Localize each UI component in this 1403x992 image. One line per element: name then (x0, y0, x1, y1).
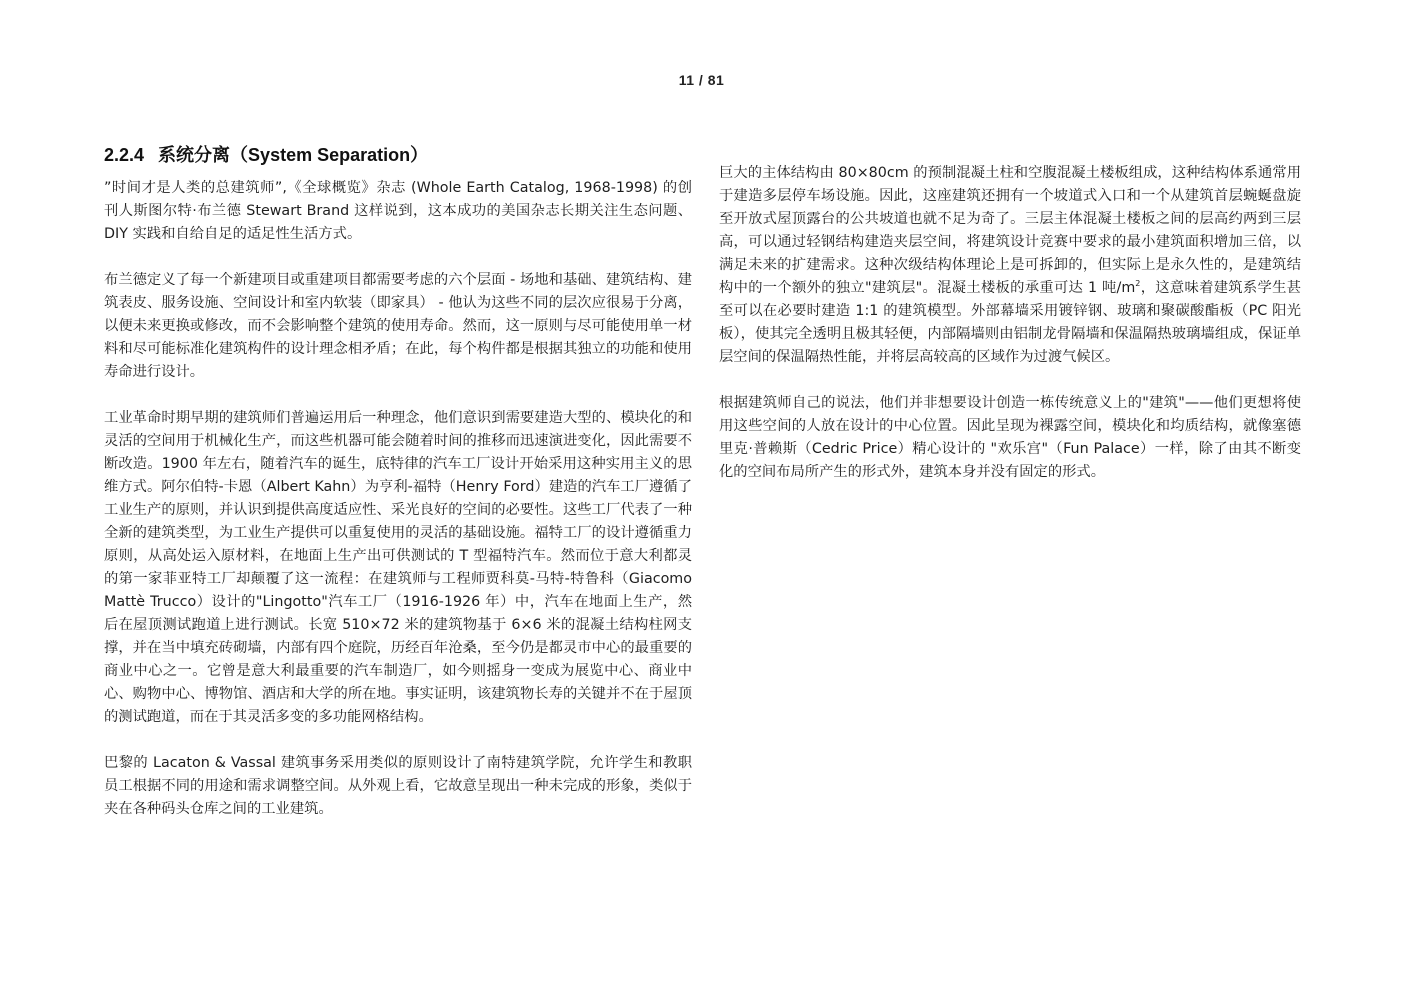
section-number: 2.2.4 (104, 145, 145, 165)
section-title: 系统分离（System Separation） (158, 145, 429, 165)
left-column (104, 140, 692, 844)
section-heading (104, 143, 692, 167)
paragraph-lacaton-vassal: 巴黎的 Lacaton & Vassal 建筑事务采用类似的原则设计了南特建筑学院，允许学生和教职员工根据不同的用途和需求调整空间。从外观上看，它故意呈现出一种未完成的形象，类似于夹在各种码头仓库之间的工业建筑。 (104, 755, 692, 817)
page-number: 11 / 81 (678, 72, 725, 88)
structure-text-part2: ，这意味着建筑系学生甚至可以在必要时建造 1:1 的建筑模型。外部幕墙采用镀锌钢、玻璃和聚碳酸酯板（PC 阳光板），使其完全透明且极其轻便，内部隔墙则由铝制龙骨隔墙和保温隔热玻璃墙组成，保证单层空间的保温隔热性能，并将层高较高的区域作为过渡气候区。 (719, 280, 1301, 365)
paragraph-stewart-brand: ”时间才是人类的总建筑师”,《全球概览》杂志 (Whole Earth Catalog, 1968-1998) 的创刊人斯图尔特·布兰德 Stewart Brand 这样说到，这本成功的美国杂志长期关注生态问题、DIY 实践和自给自足的适足性生活方式。 (104, 180, 692, 242)
right-column (719, 162, 1301, 507)
paragraph-six-layers: 布兰德定义了每一个新建项目或重建项目都需要考虑的六个层面 - 场地和基础、建筑结构、建筑表皮、服务设施、空间设计和室内软装（即家具） - 他认为这些不同的层次应很易于分离，以便未来更换或修改，而不会影响整个建筑的使用寿命。然而，这一原则与尽可能使用单一材料和尽可能标准化建筑构件的设计理念相矛盾；在此，每个构件都是根据其独立的功能和使用寿命进行设计。 (104, 272, 692, 380)
superscript-squared: 2 (1135, 279, 1141, 289)
paragraph-main-structure (719, 162, 1301, 369)
paragraph-industrial-factories: 工业革命时期早期的建筑师们普遍运用后一种理念，他们意识到需要建造大型的、模块化的和灵活的空间用于机械化生产，而这些机器可能会随着时间的推移而迅速演进变化，因此需要不断改造。1900 年左右，随着汽车的诞生，底特律的汽车工厂设计开始采用这种实用主义的思维方式。阿尔伯特-卡恩（Albert Kahn）为亨利-福特（Henry Ford）建造的汽车工厂遵循了工业生产的原则，并认识到提供高度适应性、采光良好的空间的必要性。这些工厂代表了一种全新的建筑类型，为工业生产提供可以重复使用的灵活的基础设施。福特工厂的设计遵循重力原则，从高处运入原材料，在地面上生产出可供测试的 T 型福特汽车。然而位于意大利都灵的第一家菲亚特工厂却颠覆了这一流程：在建筑师与工程师贾科莫-马特-特鲁科（Giacomo Mattè Trucco）设计的"Lingotto"汽车工厂（1916-1926 年）中，汽车在地面上生产，然后在屋顶测试跑道上进行测试。长宽 510×72 米的建筑物基于 6×6 米的混凝土结构柱网支撑，并在当中填充砖砌墙，内部有四个庭院，历经百年沧桑，至今仍是都灵市中心的最重要的商业中心之一。它曾是意大利最重要的汽车制造厂，如今则摇身一变成为展览中心、商业中心、购物中心、博物馆、酒店和大学的所在地。事实证明，该建筑物长寿的关键并不在于屋顶的测试跑道，而在于其灵活多变的多功能网格结构。 (104, 410, 692, 725)
structure-text-part1: 巨大的主体结构由 80×80cm 的预制混凝土柱和空腹混凝土楼板组成，这种结构体系通常用于建造多层停车场设施。因此，这座建筑还拥有一个坡道式入口和一个从建筑首层蜿蜒盘旋至开放式屋顶露台的公共坡道也就不足为奇了。三层主体混凝土楼板之间的层高约两到三层高，可以通过轻钢结构建造夹层空间，将建筑设计竞赛中要求的最小建筑面积增加三倍，以满足未来的扩建需求。这种次级结构体理论上是可拆卸的，但实际上是永久性的，是建筑结构中的一个额外的独立"建筑层"。混凝土楼板的承重可达 1 吨/m (719, 165, 1301, 296)
paragraph-fun-palace: 根据建筑师自己的说法，他们并非想要设计创造一栋传统意义上的"建筑"——他们更想将使用这些空间的人放在设计的中心位置。因此呈现为裸露空间，模块化和均质结构，就像塞德里克·普赖斯（Cedric Price）精心设计的 "欢乐宫"（Fun Palace）一样，除了由其不断变化的空间布局所产生的形式外，建筑本身并没有固定的形式。 (719, 395, 1301, 480)
